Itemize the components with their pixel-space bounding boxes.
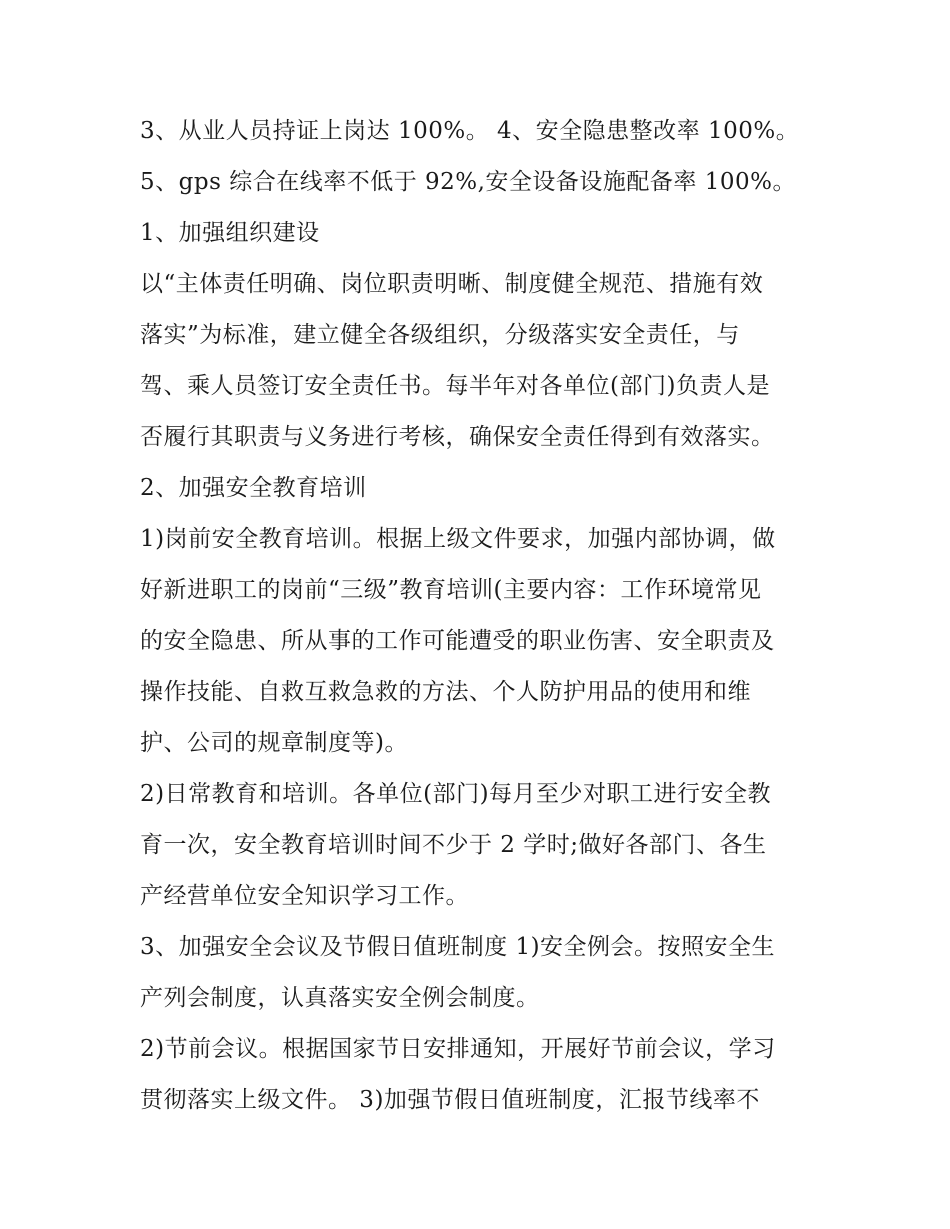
text-line: 育一次，安全教育培训时间不少于 2 学时;做好各部门、各生 <box>140 832 767 858</box>
text-line: 驾、乘人员签订安全责任书。每半年对各单位(部门)负责人是 <box>140 373 770 399</box>
text-line: 的安全隐患、所从事的工作可能遭受的职业伤害、安全职责及 <box>140 628 775 654</box>
section-heading: 3、加强安全会议及节假日值班制度 1)安全例会。按照安全生 <box>140 934 776 960</box>
text-line: 护、公司的规章制度等)。 <box>140 730 408 756</box>
text-line: 以“主体责任明确、岗位职责明晰、制度健全规范、措施有效 <box>140 271 764 297</box>
text-line: 好新进职工的岗前“三级”教育培训(主要内容：工作环境常见 <box>140 577 762 603</box>
section-heading: 1、加强组织建设 <box>140 220 320 246</box>
text-line: 3、从业人员持证上岗达 100%。 4、安全隐患整改率 100%。 <box>140 118 800 144</box>
text-line: 操作技能、自救互救急救的方法、个人防护用品的使用和维 <box>140 679 751 705</box>
document-body <box>140 106 820 1126</box>
text-line: 贯彻落实上级文件。 3)加强节假日值班制度，汇报节线率不 <box>140 1087 760 1113</box>
text-line: 2)节前会议。根据国家节日安排通知，开展好节前会议，学习 <box>140 1036 776 1062</box>
text-line: 2)日常教育和培训。各单位(部门)每月至少对职工进行安全教 <box>140 781 772 807</box>
text-line: 产经营单位安全知识学习工作。 <box>140 883 469 909</box>
text-line: 产列会制度，认真落实安全例会制度。 <box>140 985 540 1011</box>
text-line: 否履行其职责与义务进行考核，确保安全责任得到有效落实。 <box>140 424 775 450</box>
section-heading: 2、加强安全教育培训 <box>140 475 367 501</box>
text-line: 5、gps 综合在线率不低于 92%,安全设备设施配备率 100%。 <box>140 169 797 195</box>
text-line: 1)岗前安全教育培训。根据上级文件要求，加强内部协调，做 <box>140 526 776 552</box>
text-line: 落实”为标准，建立健全各级组织，分级落实安全责任，与 <box>140 322 740 348</box>
